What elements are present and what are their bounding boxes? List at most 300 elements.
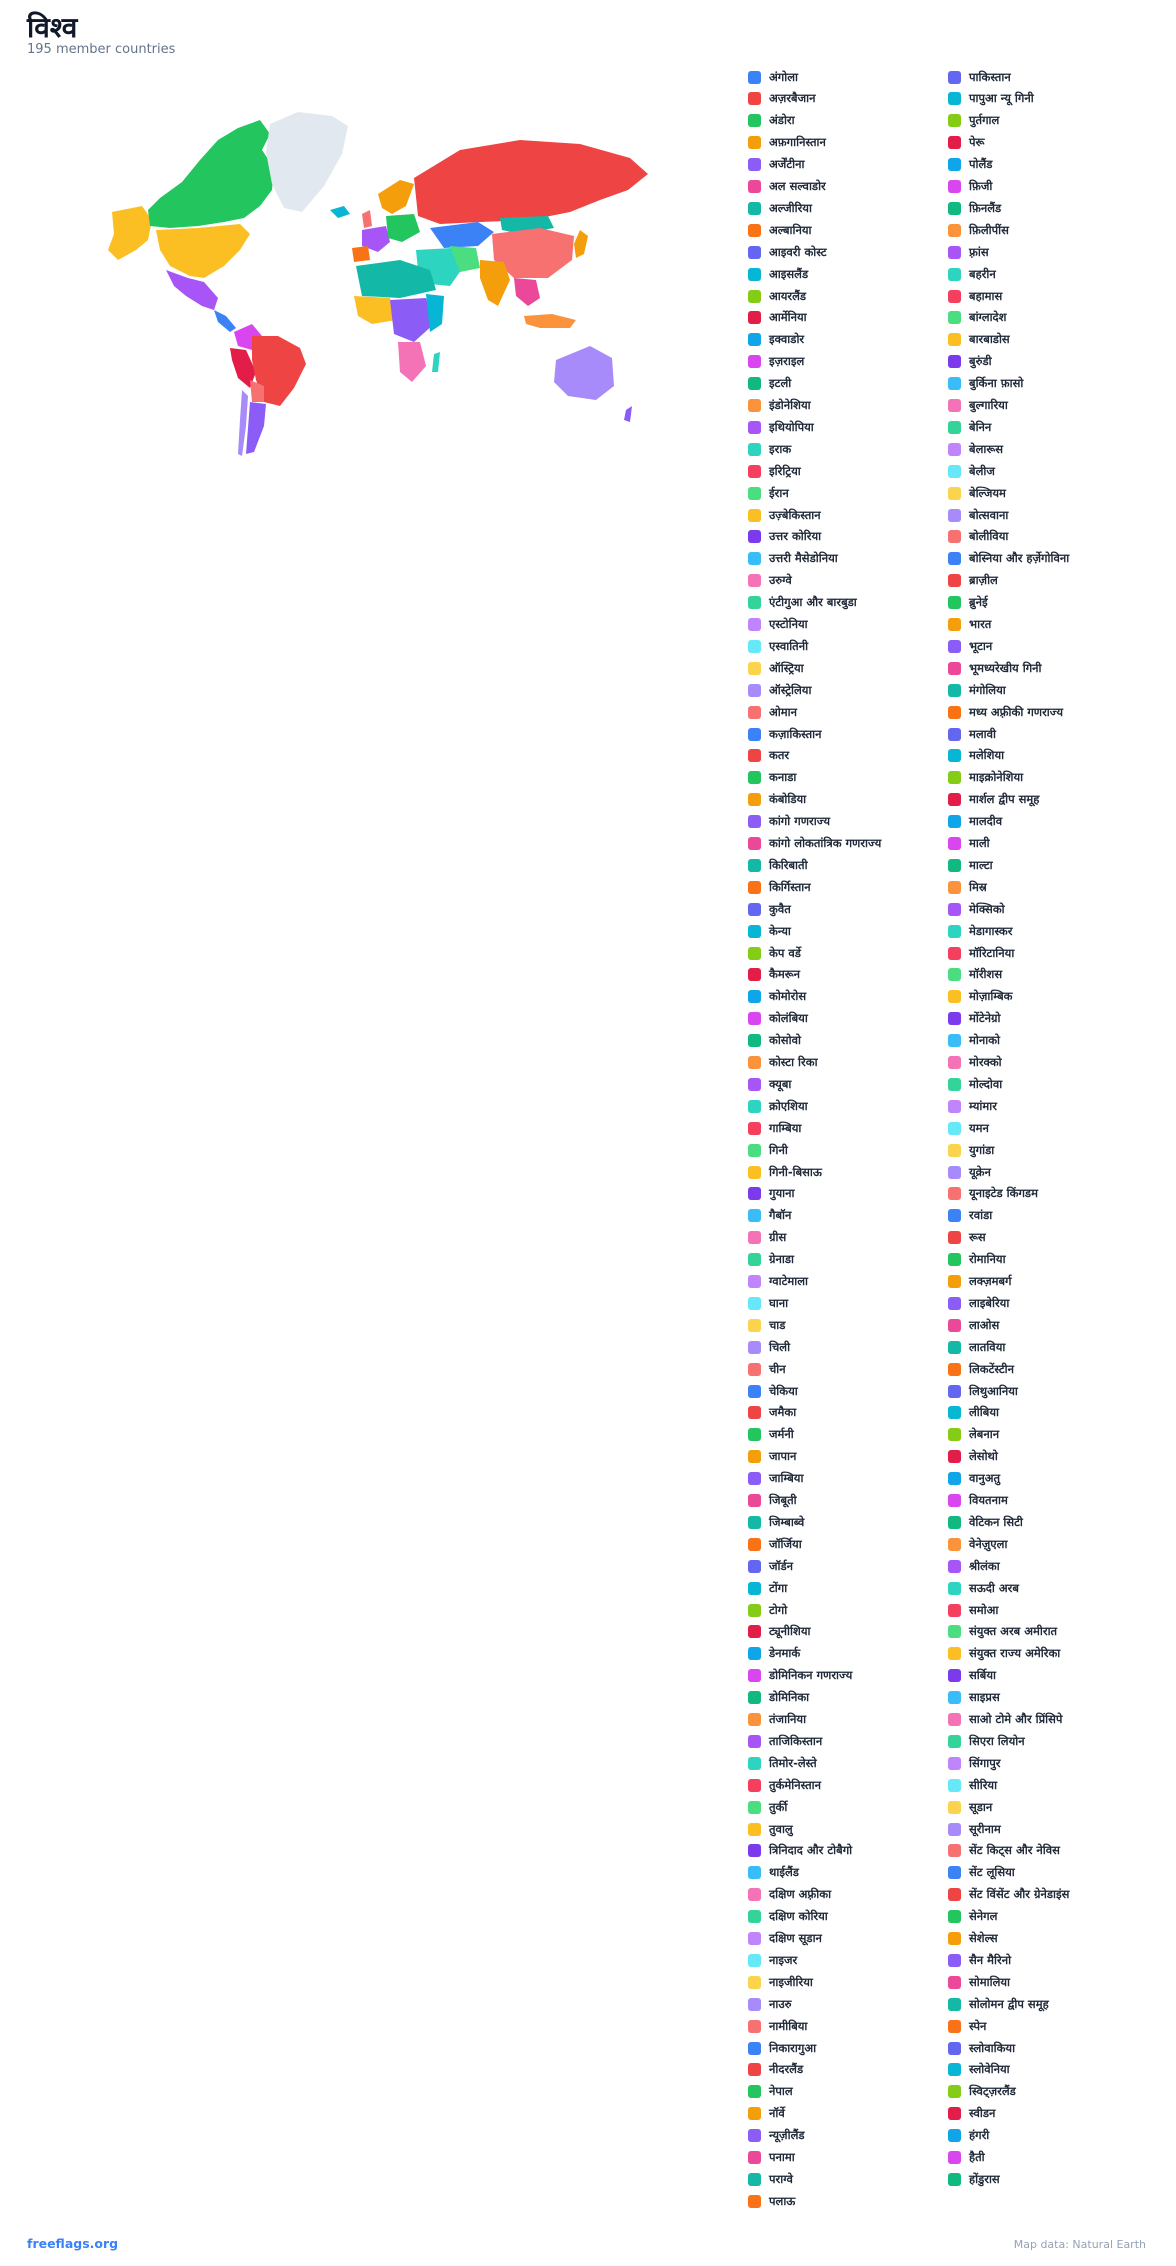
- legend-item[interactable]: [948, 1469, 1000, 1489]
- legend-item[interactable]: [748, 1315, 785, 1335]
- legend-swatch: [948, 1100, 961, 1113]
- legend-item[interactable]: [948, 1337, 1005, 1357]
- legend-item[interactable]: [948, 2016, 986, 2036]
- legend-item[interactable]: [748, 549, 838, 569]
- legend-item[interactable]: [748, 1972, 813, 1992]
- legend-swatch: [748, 268, 761, 281]
- legend-item[interactable]: [948, 1907, 997, 1927]
- legend-item[interactable]: [748, 67, 798, 87]
- legend-swatch: [948, 771, 961, 784]
- freeflags-link[interactable]: freeflags.org: [27, 2236, 119, 2251]
- legend-label: कांगो लोकतांत्रिक गणराज्य: [769, 836, 882, 850]
- legend-item[interactable]: [948, 483, 1006, 503]
- legend-swatch: [948, 1560, 961, 1573]
- legend-item[interactable]: [948, 965, 1002, 985]
- legend-item[interactable]: [748, 461, 801, 481]
- map-country-russia[interactable]: [414, 140, 648, 224]
- legend-item[interactable]: [948, 790, 1039, 810]
- legend-label: गिनी-बिसाऊ: [769, 1164, 822, 1179]
- legend-item[interactable]: [948, 768, 1023, 788]
- legend-item[interactable]: [748, 1950, 797, 1970]
- legend-item[interactable]: [948, 658, 1042, 678]
- legend-label: लाइबेरिया: [969, 1295, 1010, 1310]
- map-country-japan[interactable]: [574, 230, 588, 258]
- legend-item[interactable]: [948, 571, 998, 591]
- legend-item[interactable]: [748, 1578, 787, 1598]
- legend-item[interactable]: [748, 111, 795, 131]
- legend-swatch: [748, 1187, 761, 1200]
- legend-item[interactable]: [948, 1841, 1060, 1861]
- legend-item[interactable]: [748, 1863, 799, 1883]
- legend-label: साओ टोमे और प्रिंसिपे: [969, 1712, 1063, 1726]
- legend-item[interactable]: [748, 834, 881, 854]
- legend-item[interactable]: [748, 177, 826, 197]
- legend-item[interactable]: [748, 1929, 822, 1949]
- legend-item[interactable]: [948, 330, 1010, 350]
- legend-item[interactable]: [948, 1272, 1012, 1292]
- legend-item[interactable]: [948, 1096, 997, 1116]
- legend-item[interactable]: [748, 133, 826, 153]
- legend-item[interactable]: [748, 636, 808, 656]
- legend-swatch: [748, 1910, 761, 1923]
- legend-item[interactable]: [748, 1118, 801, 1138]
- legend-item[interactable]: [948, 1753, 1000, 1773]
- legend-swatch: [948, 706, 961, 719]
- legend-label: गाम्बिया: [769, 1120, 802, 1135]
- legend-item[interactable]: [948, 1074, 1002, 1094]
- legend-swatch: [948, 158, 961, 171]
- legend-label: फ़िनलैंड: [969, 200, 1002, 215]
- legend-item[interactable]: [748, 615, 808, 635]
- legend-label: सेनेगल: [969, 1909, 998, 1924]
- legend-item[interactable]: [748, 658, 804, 678]
- legend-item[interactable]: [748, 439, 791, 459]
- map-country-west-africa[interactable]: [354, 296, 396, 324]
- legend-label: लीबिया: [969, 1405, 999, 1420]
- legend-swatch: [748, 815, 761, 828]
- legend-swatch: [748, 421, 761, 434]
- legend-item[interactable]: [948, 286, 1002, 306]
- legend-item[interactable]: [948, 1666, 996, 1686]
- legend-item[interactable]: [748, 220, 812, 240]
- legend-swatch: [748, 487, 761, 500]
- legend-item[interactable]: [748, 1031, 801, 1051]
- legend-item[interactable]: [748, 2060, 803, 2080]
- legend-item[interactable]: [748, 1009, 808, 1029]
- legend-label: कंबोडिया: [769, 792, 807, 807]
- legend-item[interactable]: [948, 1600, 998, 1620]
- legend-item[interactable]: [948, 1731, 1025, 1751]
- map-country-usa[interactable]: [156, 224, 250, 278]
- legend-item[interactable]: [948, 1578, 1019, 1598]
- legend-item[interactable]: [748, 527, 821, 547]
- legend-item[interactable]: [948, 1162, 991, 1182]
- legend-item[interactable]: [948, 1534, 1007, 1554]
- legend-item[interactable]: [948, 1206, 992, 1226]
- legend-item[interactable]: [748, 1096, 808, 1116]
- map-country-southeast-asia[interactable]: [514, 278, 540, 306]
- legend-item[interactable]: [748, 921, 791, 941]
- legend-swatch: [748, 1385, 761, 1398]
- legend-item[interactable]: [748, 746, 789, 766]
- legend-item[interactable]: [748, 1425, 794, 1445]
- legend-item[interactable]: [948, 264, 996, 284]
- legend-item[interactable]: [748, 943, 801, 963]
- legend-item[interactable]: [748, 2169, 793, 2189]
- map-country-central-america[interactable]: [214, 310, 236, 332]
- legend-item[interactable]: [948, 177, 992, 197]
- legend-item[interactable]: [948, 1250, 1006, 1270]
- legend-item[interactable]: [948, 1797, 992, 1817]
- legend-label: नेपाल: [769, 2084, 793, 2099]
- legend-item[interactable]: [948, 1710, 1062, 1730]
- legend-item[interactable]: [948, 155, 992, 175]
- legend-item[interactable]: [948, 352, 992, 372]
- legend-item[interactable]: [948, 2082, 1016, 2102]
- legend-item[interactable]: [948, 1994, 1049, 2014]
- legend-label: सैन मैरिनो: [969, 1952, 1012, 1967]
- legend-item[interactable]: [948, 2060, 1010, 2080]
- legend-swatch: [748, 202, 761, 215]
- legend-swatch: [748, 1516, 761, 1529]
- legend-item[interactable]: [748, 2126, 805, 2146]
- legend-item[interactable]: [948, 1950, 1011, 1970]
- legend-item[interactable]: [748, 2082, 793, 2102]
- legend-item[interactable]: [748, 1600, 787, 1620]
- legend-swatch: [748, 684, 761, 697]
- map-country-iceland[interactable]: [330, 206, 350, 218]
- legend-item[interactable]: [948, 2148, 985, 2168]
- legend-item[interactable]: [748, 1359, 786, 1379]
- legend-swatch: [948, 1341, 961, 1354]
- legend-label: इटली: [769, 376, 792, 391]
- map-country-canada[interactable]: [148, 120, 274, 228]
- legend-swatch: [948, 990, 961, 1003]
- legend-swatch: [948, 487, 961, 500]
- legend-item[interactable]: [948, 921, 1012, 941]
- legend-item[interactable]: [948, 1491, 1008, 1511]
- legend-item[interactable]: [948, 1053, 1002, 1073]
- legend-item[interactable]: [748, 2038, 816, 2058]
- legend-label: तुर्की: [769, 1799, 788, 1814]
- legend-swatch: [748, 1034, 761, 1047]
- legend-item[interactable]: [748, 1491, 797, 1511]
- legend-item[interactable]: [948, 1031, 1000, 1051]
- legend-item[interactable]: [948, 2169, 1000, 2189]
- legend-item[interactable]: [948, 1359, 1014, 1379]
- legend-item[interactable]: [948, 1381, 1018, 1401]
- legend-item[interactable]: [748, 198, 812, 218]
- legend-item[interactable]: [748, 1797, 787, 1817]
- legend-item[interactable]: [748, 1994, 792, 2014]
- legend-item[interactable]: [748, 1140, 788, 1160]
- legend-item[interactable]: [948, 746, 1004, 766]
- legend-swatch: [748, 837, 761, 850]
- legend-item[interactable]: [948, 133, 984, 153]
- legend-item[interactable]: [948, 877, 987, 897]
- legend-item[interactable]: [748, 286, 806, 306]
- legend-label: मार्शल द्वीप समूह: [969, 792, 1040, 807]
- legend-item[interactable]: [948, 724, 996, 744]
- legend-item[interactable]: [948, 636, 992, 656]
- legend-label: मध्य अफ़्रीकी गणराज्य: [969, 704, 1064, 719]
- legend-item[interactable]: [748, 1228, 786, 1248]
- legend-item[interactable]: [748, 987, 806, 1007]
- legend-item[interactable]: [748, 264, 808, 284]
- legend-item[interactable]: [948, 111, 999, 131]
- legend-swatch: [948, 596, 961, 609]
- legend-item[interactable]: [748, 155, 804, 175]
- map-country-australia[interactable]: [554, 346, 614, 400]
- legend-label: इज़राइल: [769, 354, 805, 369]
- legend-item[interactable]: [948, 702, 1063, 722]
- legend-item[interactable]: [948, 834, 990, 854]
- map-country-iberia[interactable]: [352, 246, 370, 262]
- legend-swatch: [748, 311, 761, 324]
- legend-item[interactable]: [748, 1381, 798, 1401]
- legend-label: अंगोला: [769, 69, 799, 84]
- map-country-southern-africa[interactable]: [398, 342, 426, 382]
- legend-item[interactable]: [748, 1666, 852, 1686]
- legend-item[interactable]: [948, 67, 1011, 87]
- legend-swatch: [948, 728, 961, 741]
- legend-label: मोज़ाम्बिक: [969, 989, 1013, 1004]
- legend-label: पलाऊ: [769, 2193, 796, 2208]
- legend-item[interactable]: [748, 1074, 791, 1094]
- legend-item[interactable]: [748, 1710, 806, 1730]
- legend-swatch: [948, 202, 961, 215]
- legend-swatch: [748, 2173, 761, 2186]
- legend-item[interactable]: [948, 220, 1009, 240]
- legend-item[interactable]: [748, 1556, 793, 1576]
- legend-item[interactable]: [948, 1775, 997, 1795]
- legend-label: नॉर्वे: [769, 2106, 785, 2121]
- legend-item[interactable]: [748, 1622, 810, 1642]
- legend-item[interactable]: [748, 1775, 821, 1795]
- legend-item[interactable]: [948, 1293, 1009, 1313]
- legend-item[interactable]: [948, 89, 1034, 109]
- legend-item[interactable]: [748, 1053, 818, 1073]
- legend-item[interactable]: [948, 1929, 998, 1949]
- legend-swatch: [948, 2107, 961, 2120]
- legend-item[interactable]: [748, 1403, 796, 1423]
- legend-item[interactable]: [948, 1118, 989, 1138]
- legend-item[interactable]: [748, 1512, 804, 1532]
- legend-item[interactable]: [948, 1972, 1010, 1992]
- legend-item[interactable]: [748, 593, 857, 613]
- legend-item[interactable]: [748, 1337, 790, 1357]
- legend-item[interactable]: [948, 1140, 994, 1160]
- legend-swatch: [748, 465, 761, 478]
- legend-item[interactable]: [748, 1534, 802, 1554]
- legend-item[interactable]: [748, 1250, 794, 1270]
- legend-label: ओमान: [769, 704, 798, 719]
- map-country-indonesia[interactable]: [524, 314, 576, 328]
- legend-item[interactable]: [748, 1731, 822, 1751]
- legend-label: बोस्निया और हर्ज़ेगोविना: [969, 551, 1070, 566]
- legend-item[interactable]: [748, 702, 797, 722]
- legend-label: तुवालु: [769, 1821, 793, 1836]
- world-map[interactable]: [100, 110, 660, 470]
- legend-item[interactable]: [948, 899, 1005, 919]
- legend-item[interactable]: [948, 2104, 995, 2124]
- legend-item[interactable]: [748, 2191, 795, 2211]
- legend-item[interactable]: [748, 1272, 808, 1292]
- legend-item[interactable]: [948, 308, 1006, 328]
- legend-item[interactable]: [748, 1753, 817, 1773]
- legend-item[interactable]: [748, 1293, 788, 1313]
- legend-label: मोल्दोवा: [969, 1076, 1003, 1091]
- legend-item[interactable]: [948, 1009, 1001, 1029]
- legend-item[interactable]: [748, 724, 822, 744]
- legend-item[interactable]: [748, 1162, 822, 1182]
- legend-swatch: [748, 1253, 761, 1266]
- map-country-uk[interactable]: [362, 210, 372, 228]
- legend-item[interactable]: [948, 1556, 1000, 1576]
- legend-label: लेसोथो: [969, 1449, 998, 1464]
- legend-item[interactable]: [748, 1907, 828, 1927]
- legend-item[interactable]: [948, 1644, 1060, 1664]
- legend-item[interactable]: [948, 1425, 999, 1445]
- legend-item[interactable]: [948, 1512, 1023, 1532]
- map-country-chile[interactable]: [238, 390, 248, 456]
- legend-label: फ़्रांस: [969, 244, 989, 259]
- legend-swatch: [748, 728, 761, 741]
- legend-swatch: [948, 947, 961, 960]
- legend-item[interactable]: [948, 549, 1069, 569]
- legend-item[interactable]: [748, 505, 821, 525]
- legend-item[interactable]: [748, 330, 804, 350]
- legend-item[interactable]: [748, 1885, 831, 1905]
- legend-item[interactable]: [748, 571, 792, 591]
- legend-item[interactable]: [748, 855, 808, 875]
- legend-item[interactable]: [948, 527, 1008, 547]
- legend-item[interactable]: [748, 417, 814, 437]
- legend-item[interactable]: [948, 417, 991, 437]
- legend-item[interactable]: [948, 680, 1006, 700]
- legend-label: गैबॉन: [769, 1208, 792, 1223]
- legend-label: स्विट्ज़रलैंड: [969, 2084, 1016, 2099]
- legend-item[interactable]: [748, 790, 806, 810]
- legend-swatch: [948, 662, 961, 675]
- legend-item[interactable]: [748, 877, 811, 897]
- legend-item[interactable]: [948, 1885, 1069, 1905]
- legend-item[interactable]: [948, 1688, 1000, 1708]
- legend-item[interactable]: [948, 1403, 999, 1423]
- legend-swatch: [748, 1801, 761, 1814]
- legend-item[interactable]: [948, 1863, 1015, 1883]
- map-country-india[interactable]: [480, 260, 510, 306]
- legend-item[interactable]: [748, 374, 791, 394]
- legend-item[interactable]: [748, 483, 789, 503]
- legend-item[interactable]: [748, 899, 791, 919]
- map-country-europe-central[interactable]: [386, 214, 420, 242]
- legend-item[interactable]: [748, 352, 804, 372]
- legend-item[interactable]: [948, 242, 989, 262]
- legend-swatch: [748, 552, 761, 565]
- legend-swatch: [948, 1844, 961, 1857]
- legend-item[interactable]: [748, 396, 811, 416]
- legend-item[interactable]: [748, 1469, 803, 1489]
- legend-swatch: [748, 1757, 761, 1770]
- legend-swatch: [948, 1428, 961, 1441]
- legend-item[interactable]: [948, 439, 1003, 459]
- legend-item[interactable]: [748, 680, 811, 700]
- legend-item[interactable]: [748, 308, 807, 328]
- legend-swatch: [948, 1779, 961, 1792]
- legend-label: संयुक्त अरब अमीरात: [969, 1624, 1058, 1639]
- legend-swatch: [948, 2063, 961, 2076]
- legend-item[interactable]: [948, 1622, 1057, 1642]
- legend-label: अफ़गानिस्तान: [769, 135, 826, 150]
- legend-swatch: [948, 1034, 961, 1047]
- legend-item[interactable]: [948, 2126, 989, 2146]
- legend-item[interactable]: [948, 1819, 1001, 1839]
- legend-item[interactable]: [748, 1819, 793, 1839]
- legend-item[interactable]: [948, 812, 1002, 832]
- legend-item[interactable]: [748, 1447, 796, 1467]
- legend-item[interactable]: [948, 505, 1008, 525]
- legend-item[interactable]: [948, 855, 993, 875]
- legend-label: वानुअतु: [969, 1471, 1001, 1486]
- map-country-new-zealand[interactable]: [624, 406, 632, 422]
- legend-item[interactable]: [948, 593, 988, 613]
- legend-swatch: [948, 1385, 961, 1398]
- map-country-kazakhstan[interactable]: [430, 222, 494, 248]
- legend-item[interactable]: [948, 1228, 986, 1248]
- legend-swatch: [748, 1604, 761, 1617]
- legend-item[interactable]: [748, 1841, 852, 1861]
- legend-item[interactable]: [948, 374, 1023, 394]
- legend-item[interactable]: [948, 1315, 999, 1335]
- legend-item[interactable]: [748, 812, 830, 832]
- map-country-madagascar[interactable]: [432, 352, 440, 372]
- legend-item[interactable]: [748, 2016, 807, 2036]
- legend-label: तुर्कमेनिस्तान: [769, 1777, 822, 1792]
- legend-swatch: [948, 1363, 961, 1376]
- legend-item[interactable]: [948, 198, 1001, 218]
- map-country-argentina[interactable]: [246, 402, 266, 454]
- legend-item[interactable]: [948, 1447, 998, 1467]
- legend-item[interactable]: [748, 965, 800, 985]
- legend-label: बुरुंडी: [969, 354, 992, 369]
- legend-item[interactable]: [948, 396, 1008, 416]
- legend-swatch: [748, 2063, 761, 2076]
- legend-label: बोलीविया: [969, 529, 1009, 544]
- legend-item[interactable]: [948, 987, 1012, 1007]
- legend-item[interactable]: [748, 1206, 791, 1226]
- legend-item[interactable]: [748, 1688, 809, 1708]
- map-country-scandinavia[interactable]: [378, 180, 414, 214]
- legend-item[interactable]: [748, 2148, 795, 2168]
- map-country-alaska[interactable]: [108, 206, 152, 260]
- legend-swatch: [948, 268, 961, 281]
- legend-item[interactable]: [748, 2104, 785, 2124]
- legend-item[interactable]: [948, 2038, 1015, 2058]
- legend-swatch: [748, 2129, 761, 2142]
- legend-item[interactable]: [948, 615, 991, 635]
- legend-label: स्वीडन: [969, 2106, 996, 2121]
- legend-item[interactable]: [748, 89, 815, 109]
- legend-item[interactable]: [748, 768, 796, 788]
- legend-item[interactable]: [948, 943, 1014, 963]
- legend-item[interactable]: [748, 242, 827, 262]
- legend-item[interactable]: [748, 1184, 794, 1204]
- legend-label: न्यूज़ीलैंड: [769, 2128, 805, 2143]
- legend-item[interactable]: [948, 461, 995, 481]
- legend-item[interactable]: [948, 1184, 1038, 1204]
- legend-item[interactable]: [748, 1644, 800, 1664]
